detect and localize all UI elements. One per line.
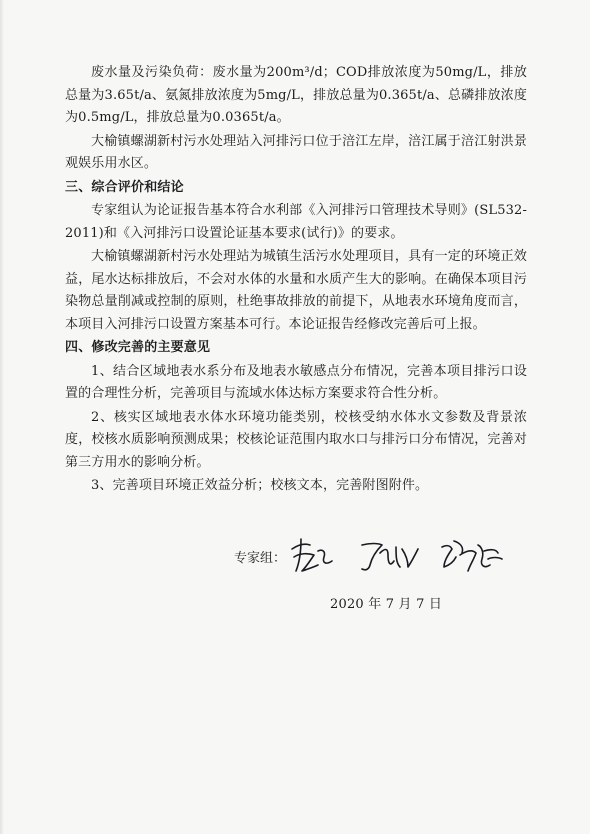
document-date: 2020 年 7 月 7 日 bbox=[330, 597, 443, 612]
paragraph-expert-opinion: 专家组认为论证报告基本符合水利部《入河排污口管理技术导则》(SL532-2011)和《入河排污口设置论证基本要求(试行)》的要求。 bbox=[65, 203, 527, 241]
signature-label: 专家组： bbox=[234, 551, 287, 566]
paragraph-project-assessment: 大榆镇螺湖新村污水处理站为城镇生活污水处理项目，具有一定的环境正效益，尾水达标排放后，不会对水体的水量和水质产生大的影响。在确保本项目污染物总量削减或控制的原则，杜绝事故排放的前提下，从地表水环境角度而言，本项目入河排污口设置方案基本可行。本论证报告经修改完善后可上报。 bbox=[65, 249, 527, 332]
revision-item-3: 3、完善项目环境正效益分析；校核文本，完善附图附件。 bbox=[91, 478, 429, 493]
revision-item-1: 1、结合区域地表水系分布及地表水敏感点分布情况，完善本项目排污口设置的合理性分析，完善项目与流域水体达标方案要求符合性分析。 bbox=[65, 363, 527, 401]
signature-1 bbox=[292, 539, 332, 571]
section-heading-revisions: 四、修改完善的主要意见 bbox=[65, 340, 211, 355]
scan-edge bbox=[0, 0, 4, 834]
paragraph-outfall-location: 大榆镇螺湖新村污水处理站入河排污口位于涪江左岸，涪江属于涪江射洪景观娱乐用水区。 bbox=[65, 133, 527, 171]
document-body bbox=[65, 62, 527, 499]
signature-3 bbox=[442, 541, 502, 571]
paragraph-wastewater-load: 废水量及污染负荷：废水量为200m³/d；COD排放浓度为50mg/L，排放总量为3.65t/a、氨氮排放浓度为5mg/L，排放总量为0.365t/a、总磷排放浓度为0.5mg/L，排放总量为0.0365t/a。 bbox=[65, 65, 527, 125]
handwritten-signatures bbox=[284, 531, 534, 581]
signature-2 bbox=[362, 544, 418, 570]
revision-item-2: 2、核实区域地表水体水环境功能类别，校核受纳水体水文参数及背景浓度，校核水质影响预测成果；校核论证范围内取水口与排污口分布情况，完善对第三方用水的影响分析。 bbox=[65, 409, 527, 470]
signature-block bbox=[234, 531, 534, 581]
section-heading-conclusion: 三、综合评价和结论 bbox=[65, 179, 184, 195]
